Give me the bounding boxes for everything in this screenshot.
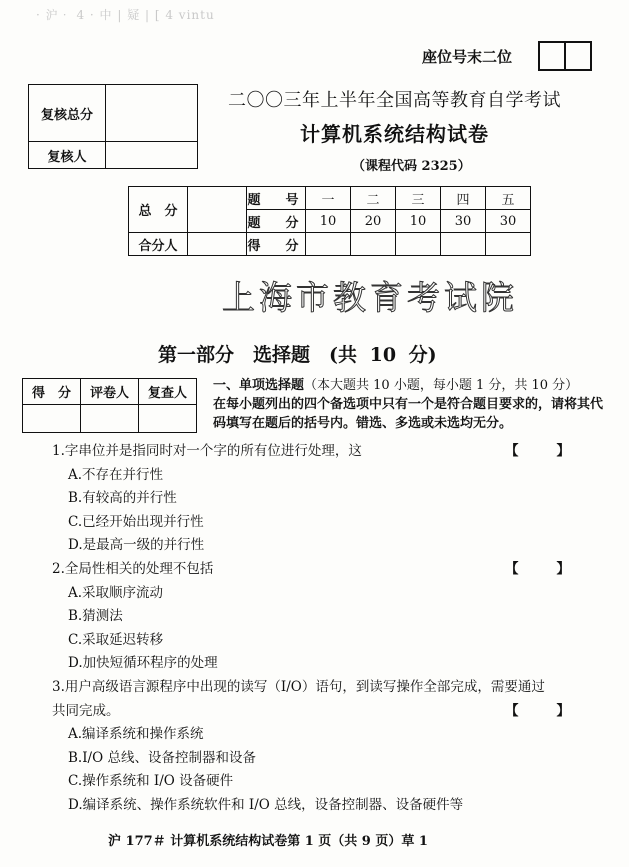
section-number: 三: [396, 187, 441, 210]
earned-score-cell[interactable]: [396, 233, 441, 256]
paper-title: 计算机系统结构试卷: [300, 122, 489, 146]
question-stem: 1.字串位并是指同时对一个字的所有位进行处理，这: [52, 443, 362, 459]
review-total-label: 复核总分: [29, 85, 106, 142]
earned-score-cell[interactable]: [351, 233, 396, 256]
answer-brackets[interactable]: 【】: [505, 560, 608, 577]
section-points: 30: [486, 210, 531, 233]
earned-score-cell[interactable]: [306, 233, 351, 256]
question-option: A.采取顺序流动: [68, 584, 164, 601]
question-stem: 2.全局性相关的处理不包括: [52, 560, 214, 577]
answer-brackets[interactable]: 【】: [505, 443, 608, 459]
section-number: 五: [486, 187, 531, 210]
faint-header-text: · 沪‧ 4 · 中 | 疑 | [ 4 vintu: [36, 8, 215, 22]
course-code: （课程代码 2325）: [352, 159, 471, 174]
seat-number-box[interactable]: [538, 41, 592, 71]
section-intro: 一、单项选择题: [213, 378, 305, 393]
section-instructions: [213, 376, 613, 433]
section-number: 二: [351, 187, 396, 210]
question-list: [50, 440, 610, 818]
seat-digit-2[interactable]: [564, 43, 590, 69]
question-stem-continued: [50, 700, 610, 724]
question-number-label: 题 号: [247, 187, 306, 210]
part-heading: 第一部分 选择题 (共 10 分): [158, 344, 437, 366]
question-stem-tail: 共同完成。: [52, 702, 120, 719]
seat-number-label: 座位号末二位: [422, 48, 513, 66]
grader-score-cell[interactable]: [23, 405, 81, 433]
grader-name-cell[interactable]: [81, 405, 139, 433]
question-option: A.编译系统和操作系统: [68, 726, 204, 743]
grader-score-label: 得 分: [23, 379, 81, 405]
question-option: D.加快短循环程序的处理: [68, 655, 218, 672]
tally-person-label: 合分人: [129, 233, 188, 256]
section-points: 10: [306, 210, 351, 233]
earned-score-label: 得 分: [247, 233, 306, 256]
exam-authority-stamp: 上海市教育考试院: [222, 278, 518, 317]
question-option: A.不存在并行性: [68, 466, 164, 483]
question-option: B.有较高的并行性: [68, 490, 177, 507]
earned-score-cell[interactable]: [441, 233, 486, 256]
section-rules: 在每小题列出的四个备选项中只有一个是符合题目要求的，请将其代码填写在题后的括号内。错选、多选或未选均无分。: [213, 397, 604, 431]
question-option: D.是最高一级的并行性: [68, 537, 205, 554]
checker-name-cell[interactable]: [139, 405, 197, 433]
question-1: [50, 440, 610, 558]
question-2: [50, 558, 610, 676]
earned-score-cell[interactable]: [486, 233, 531, 256]
question-stem: 3.用户高级语言源程序中出现的读写（I/O）语句，到读写操作全部完成，需要通过: [52, 678, 545, 695]
review-total-cell[interactable]: [106, 85, 198, 142]
reviewer-label: 复核人: [29, 142, 106, 169]
section-points: 10: [396, 210, 441, 233]
question-option: C.采取延迟转移: [68, 631, 164, 648]
grader-name-label: 评卷人: [81, 379, 139, 405]
section-number: 一: [306, 187, 351, 210]
section-meta: （本大题共 10 小题，每小题 1 分，共 10 分）: [304, 378, 579, 393]
section-points-label: 题 分: [247, 210, 306, 233]
page-footer: 沪 177＃ 计算机系统结构试卷第 1 页（共 9 页）草 1: [108, 834, 428, 849]
tally-person-cell[interactable]: [188, 233, 247, 256]
question-option: D.编译系统、操作系统软件和 I/O 总线，设备控制器、设备硬件等: [68, 796, 464, 813]
question-3: [50, 676, 610, 818]
seat-digit-1[interactable]: [540, 43, 564, 69]
section-points: 20: [351, 210, 396, 233]
score-table: [128, 186, 531, 256]
answer-brackets[interactable]: 【】: [505, 702, 608, 719]
section-points: 30: [441, 210, 486, 233]
review-table: [28, 84, 198, 169]
question-option: B.I/O 总线、设备控制器和设备: [68, 749, 256, 766]
reviewer-cell[interactable]: [106, 142, 198, 169]
exam-title: 二〇〇三年上半年全国高等教育自学考试: [228, 90, 561, 111]
checker-name-label: 复查人: [139, 379, 197, 405]
total-score-label: 总 分: [129, 187, 188, 233]
question-option: C.操作系统和 I/O 设备硬件: [68, 773, 234, 790]
section-number: 四: [441, 187, 486, 210]
total-score-cell[interactable]: [188, 187, 247, 233]
grader-table: [22, 378, 197, 433]
question-option: B.猜测法: [68, 608, 123, 625]
question-option: C.已经开始出现并行性: [68, 513, 204, 530]
